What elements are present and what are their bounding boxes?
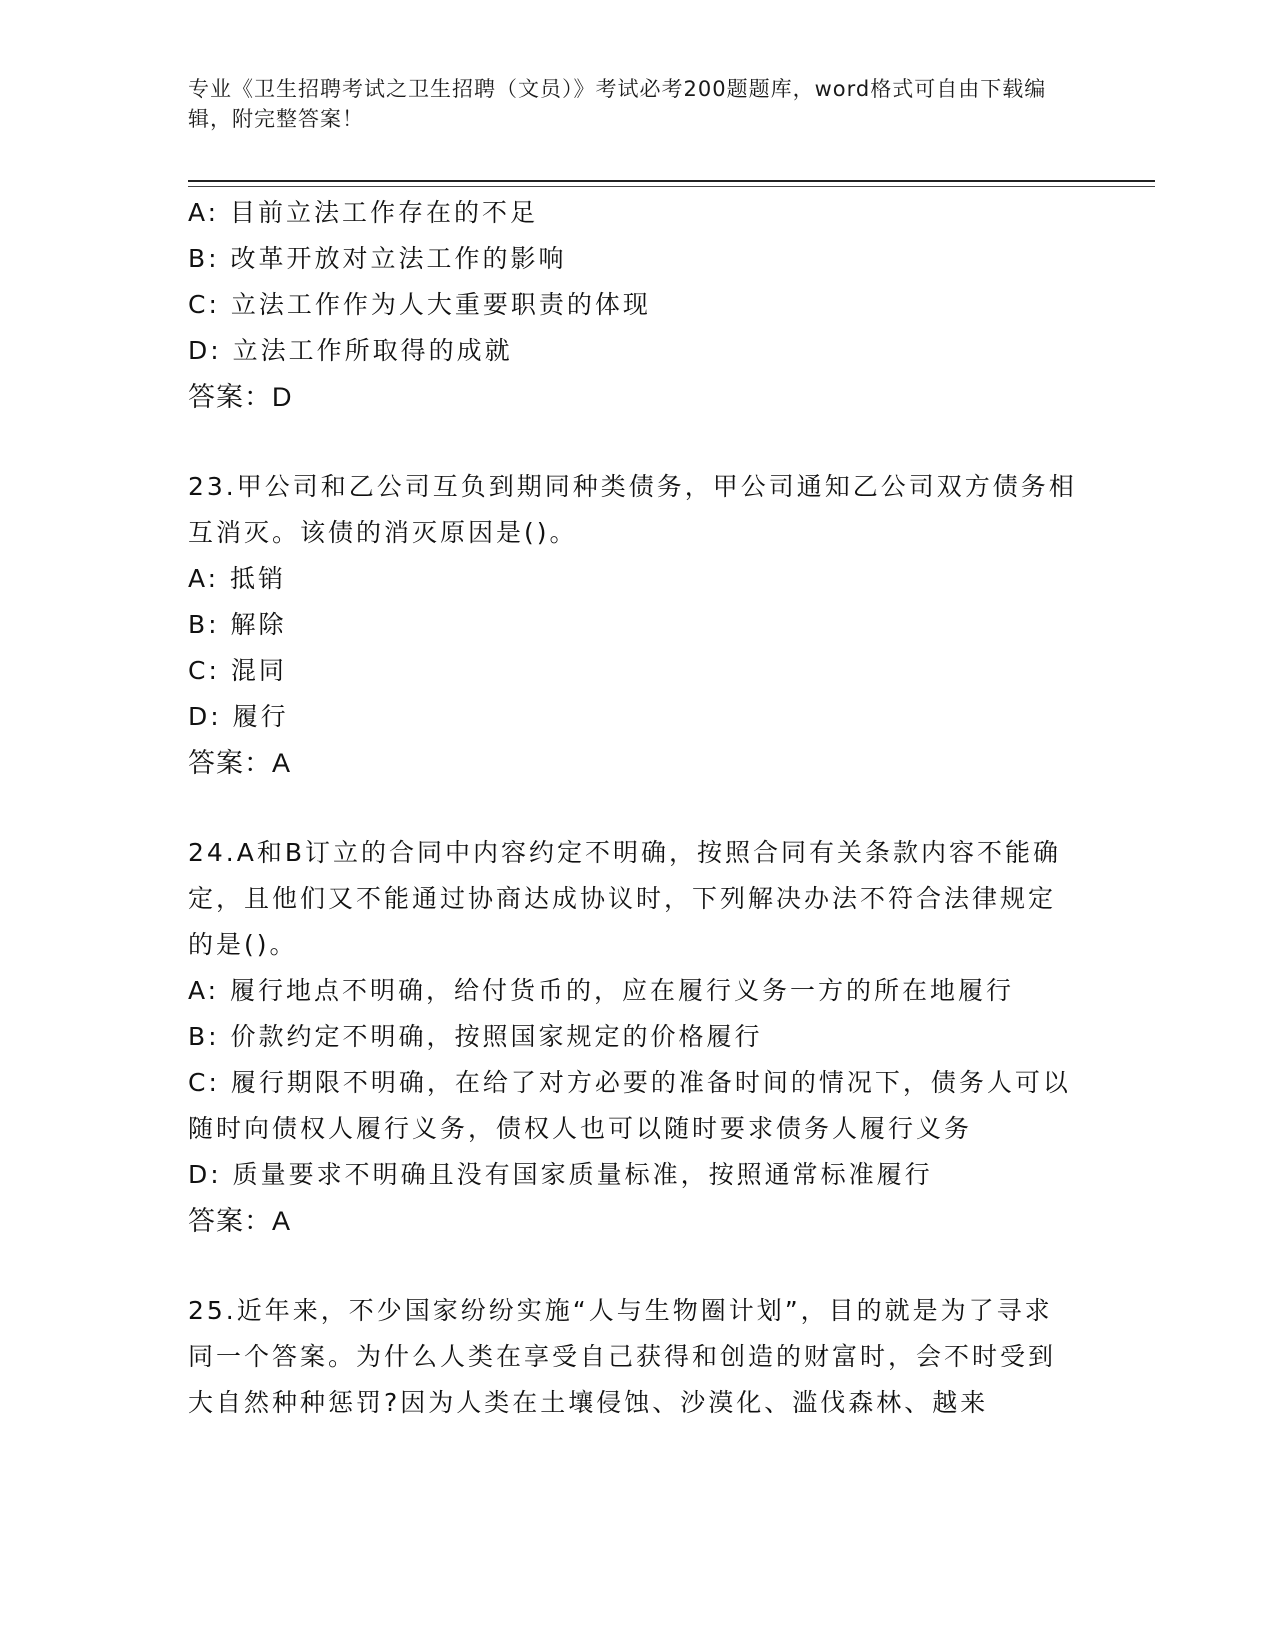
question-24-block (188, 830, 1088, 1244)
question-25-block (188, 1288, 1088, 1426)
answer: 答案：D (188, 382, 293, 412)
option-a: A: 履行地点不明确，给付货币的，应在履行义务一方的所在地履行 (188, 976, 1015, 1005)
option-d: D: 立法工作所取得的成就 (188, 336, 513, 365)
answer: 答案：A (188, 1206, 292, 1236)
spacer (188, 1244, 1088, 1288)
option-b: B: 改革开放对立法工作的影响 (188, 244, 567, 273)
answer: 答案：A (188, 748, 292, 778)
header-divider-thick (188, 180, 1155, 182)
question-stem: 25.近年来，不少国家纷纷实施“人与生物圈计划”，目的就是为了寻求同一个答案。为什么人类在享受自己获得和创造的财富时，会不时受到大自然种种惩罚?因为人类在土壤侵蚀、沙漠化、滥伐森林、越来 (188, 1296, 1057, 1417)
question-stem: 24.A和B订立的合同中内容约定不明确，按照合同有关条款内容不能确定，且他们又不能通过协商达成协议时，下列解决办法不符合法律规定的是()。 (188, 838, 1062, 959)
option-a: A: 目前立法工作存在的不足 (188, 198, 539, 227)
document-body (188, 190, 1088, 1426)
option-b: B: 价款约定不明确，按照国家规定的价格履行 (188, 1022, 763, 1051)
header-divider-thin (188, 186, 1155, 187)
option-c: C: 履行期限不明确，在给了对方必要的准备时间的情况下，债务人可以随时向债权人履行义务，债权人也可以随时要求债务人履行义务 (188, 1068, 1071, 1143)
option-a: A: 抵销 (188, 564, 287, 593)
option-d: D: 质量要求不明确且没有国家质量标准，按照通常标准履行 (188, 1160, 933, 1189)
option-b: B: 解除 (188, 610, 287, 639)
spacer (188, 420, 1088, 464)
option-c: C: 混同 (188, 656, 287, 685)
question-stem: 23.甲公司和乙公司互负到期同种类债务，甲公司通知乙公司双方债务相互消灭。该债的消灭原因是()。 (188, 472, 1077, 547)
option-c: C: 立法工作作为人大重要职责的体现 (188, 290, 651, 319)
spacer (188, 786, 1088, 830)
question-23-block (188, 464, 1088, 786)
page-header: 专业《卫生招聘考试之卫生招聘（文员）》考试必考200题题库，word格式可自由下载编辑，附完整答案！ (188, 77, 1047, 131)
question-22-block (188, 190, 1088, 420)
option-d: D: 履行 (188, 702, 289, 731)
